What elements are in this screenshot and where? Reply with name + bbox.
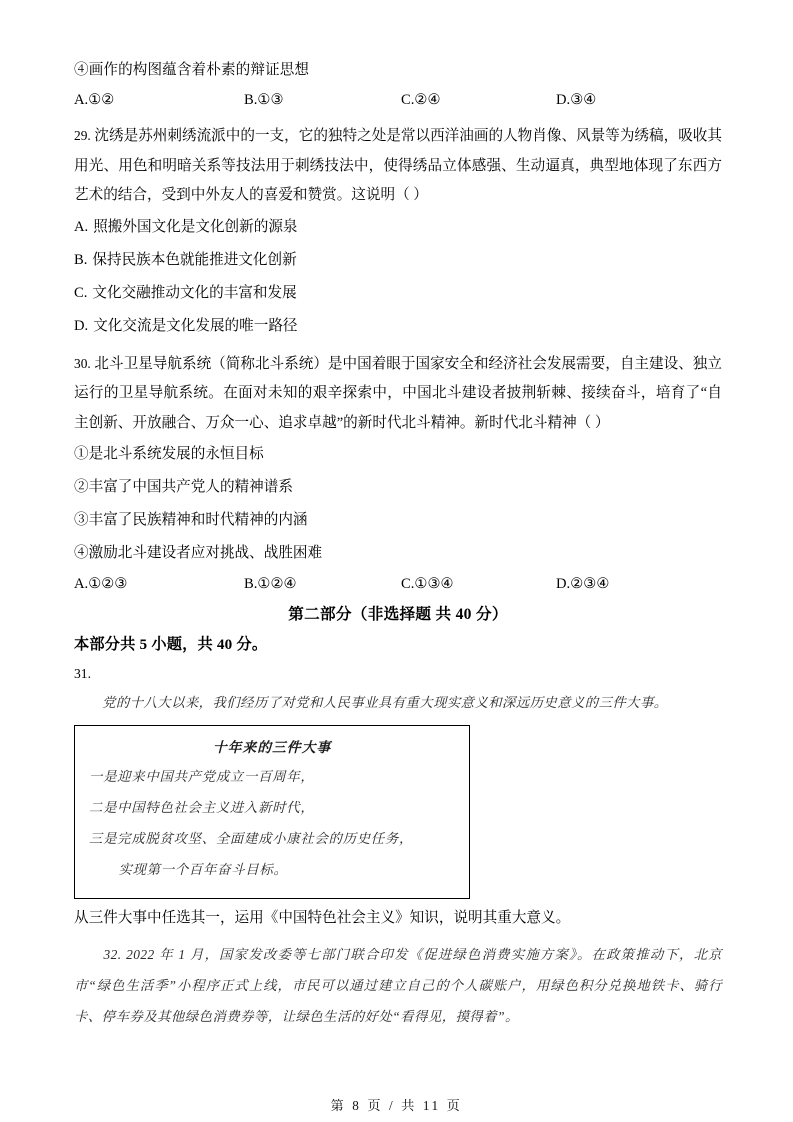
q28-option-b-label: B. [244, 91, 258, 108]
q30-option-a-label: A. [74, 576, 89, 592]
q31-material-line-4: 实现第一个百年奋斗目标。 [118, 861, 288, 877]
page-footer: 第 8 页 / 共 11 页 [330, 1098, 463, 1113]
q28-option-c-text: ②④ [414, 91, 441, 108]
q29-option-c-text: 文化交融推动文化的丰富和发展 [92, 284, 297, 301]
q31-task: 从三件大事中任选其一，运用《中国特色社会主义》知识，说明其重大意义。 [74, 909, 571, 926]
q28-option-b[interactable] [244, 86, 284, 116]
q30-stem-text: 北斗卫星导航系统（简称北斗系统）是中国着眼于国家安全和经济社会发展需要，自主建设、独立运行的卫星导航系统。在面对未知的艰辛探索中，中国北斗建设者披荆斩棘、接续奋斗，培育了“自主创新、开放融合、万众一心、追求卓越”的新时代北斗精神。新时代北斗精神（ ） [74, 355, 722, 431]
q28-option-b-text: ①③ [257, 91, 284, 108]
q28-option-d[interactable] [556, 86, 596, 116]
q29-option-c[interactable] [74, 277, 722, 310]
q30-option-a[interactable] [74, 570, 127, 600]
q31-material-box [74, 725, 470, 899]
q30-option-b-text: ①②④ [257, 576, 297, 592]
q30-statement-3: ③丰富了民族精神和时代精神的内涵 [74, 512, 308, 528]
q30-option-d-text: ②③④ [570, 576, 610, 592]
q31-material-line-2: 二是中国特色社会主义进入新时代， [89, 799, 315, 815]
q30-stem [74, 349, 722, 439]
q30-statement-4: ④激励北斗建设者应对挑战、战胜困难 [74, 545, 323, 561]
q29-option-b[interactable] [74, 244, 722, 277]
q30-statement-2: ②丰富了中国共产党人的精神谱系 [74, 479, 293, 495]
q30-statement-1: ①是北斗系统发展的永恒目标 [74, 446, 264, 462]
q30-option-c-label: C. [401, 576, 415, 592]
q28-option-a-text: ①② [88, 91, 115, 108]
q29-stem-text: 沈绣是苏州刺绣流派中的一支，它的独特之处是常以西洋油画的人物肖像、风景等为绣稿，吸收其用光、用色和明暗关系等技法用于刺绣技法中，使得绣品立体感强、生动逼真，典型地体现了东西方艺术的结合，受到中外友人的喜爱和赞赏。这说明（ ） [74, 128, 722, 203]
q31-number: 31. [74, 665, 91, 681]
q28-option-c-label: C. [401, 91, 415, 108]
q30-option-b-label: B. [244, 576, 258, 592]
q31-material-title: 十年来的三件大事 [212, 739, 332, 755]
q28-option-d-label: D. [556, 91, 571, 108]
section2-subheading: 本部分共 5 小题，共 40 分。 [74, 635, 268, 653]
q28-option-c[interactable] [401, 86, 441, 116]
q29-number: 29. [74, 128, 91, 143]
q31-intro: 党的十八大以来，我们经历了对党和人民事业具有重大现实意义和深远历史意义的三件大事。 [102, 694, 668, 710]
q30-option-d-label: D. [556, 576, 571, 592]
q30-option-c-text: ①③④ [414, 576, 454, 592]
q30-option-d[interactable] [556, 570, 609, 600]
q29-option-a[interactable] [74, 211, 722, 244]
q28-option-a-label: A. [74, 91, 89, 108]
q28-option-d-text: ③④ [570, 91, 597, 108]
section2-heading: 第二部分（非选择题 共 40 分） [288, 605, 508, 623]
q29-option-d-label: D. [74, 317, 89, 334]
q31-material-line-3: 三是完成脱贫攻坚、全面建成小康社会的历史任务， [89, 830, 414, 846]
q29-option-b-label: B. [74, 251, 88, 268]
q28-option-a[interactable] [74, 86, 114, 116]
q29-option-a-text: 照搬外国文化是文化创新的源泉 [93, 218, 298, 235]
q32-stem: 32. 2022 年 1 月，国家发改委等七部门联合印发《促进绿色消费实施方案》。在政策推动下，北京市“绿色生活季”小程序正式上线，市民可以通过建立自己的个人碳账户，用绿色积分兑换地铁卡、骑行卡、停车券及其他绿色消费券等，让绿色生活的好处“看得见，摸得着”。 [74, 946, 722, 1024]
q30-option-c[interactable] [401, 570, 454, 600]
q28-statement-4: ④画作的构图蕴含着朴素的辩证思想 [74, 62, 310, 78]
page-content [74, 56, 722, 1032]
q28-options-row [74, 86, 722, 116]
q30-options-row [74, 570, 722, 600]
q29-option-b-text: 保持民族本色就能推进文化创新 [92, 251, 297, 268]
q29-option-d[interactable] [74, 310, 722, 343]
q30-number: 30. [74, 355, 91, 371]
q29-option-c-label: C. [74, 284, 88, 301]
q30-option-a-text: ①②③ [88, 576, 128, 592]
q31-material-line-1: 一是迎来中国共产党成立一百周年， [89, 768, 315, 784]
q30-option-b[interactable] [244, 570, 297, 600]
q29-option-a-label: A. [74, 218, 89, 235]
q29-option-d-text: 文化交流是文化发展的唯一路径 [93, 317, 298, 334]
q29-stem [74, 121, 722, 211]
